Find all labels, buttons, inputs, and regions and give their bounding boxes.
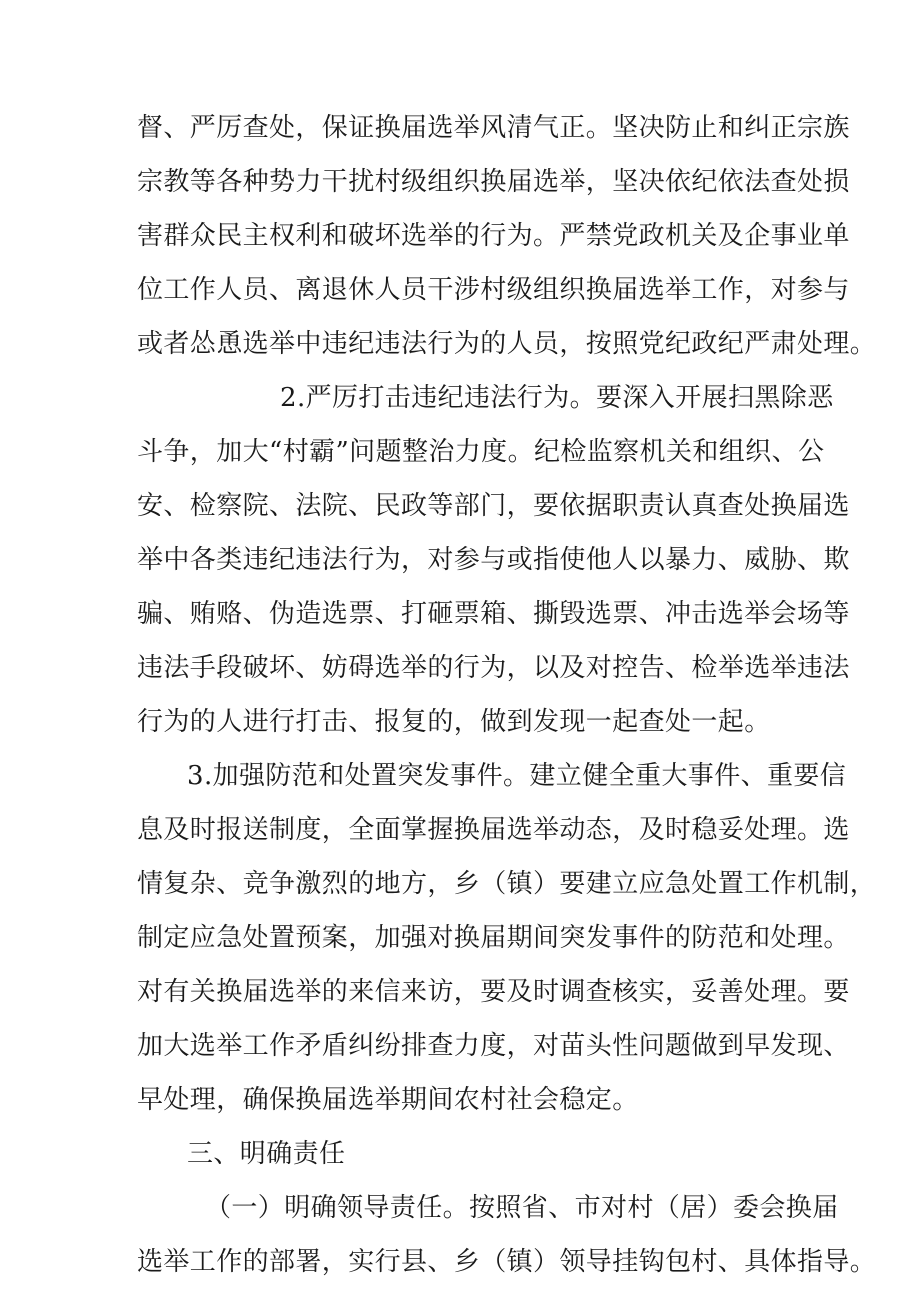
text-line: 斗争，加大“村霸”问题整治力度。纪检监察机关和组织、公 xyxy=(137,437,825,467)
subsection-start: （一）明确领导责任。按照省、市对村（居）委会换届 xyxy=(205,1193,839,1223)
text-line: 宗教等各种势力干扰村级组织换届选举，坚决依纪依法查处损 xyxy=(137,167,850,197)
paragraph-start-item-2: 2.严厉打击违纪违法行为。要深入开展扫黑除恶 xyxy=(280,383,834,413)
text-line: 安、检察院、法院、民政等部门，要依据职责认真查处换届选 xyxy=(137,491,850,521)
paragraph-start-item-3: 3.加强防范和处置突发事件。建立健全重大事件、重要信 xyxy=(187,761,847,791)
text-line: 对有关换届选举的来信来访，要及时调查核实，妥善处理。要 xyxy=(137,977,850,1007)
text-line: 违法手段破坏、妨碍选举的行为，以及对控告、检举选举违法 xyxy=(137,653,850,683)
text-line: 或者怂恿选举中违纪违法行为的人员，按照党纪政纪严肃处理。 xyxy=(137,329,877,359)
text-line: 选举工作的部署，实行县、乡（镇）领导挂钩包村、具体指导。 xyxy=(137,1247,877,1277)
text-line: 位工作人员、离退休人员干涉村级组织换届选举工作，对参与 xyxy=(137,275,850,305)
text-line: 督、严厉查处，保证换届选举风清气正。坚决防止和纠正宗族 xyxy=(137,113,850,143)
text-line: 情复杂、竞争激烈的地方，乡（镇）要建立应急处置工作机制， xyxy=(137,869,877,899)
section-heading: 三、明确责任 xyxy=(187,1139,346,1169)
text-line: 害群众民主权利和破坏选举的行为。严禁党政机关及企事业单 xyxy=(137,221,850,251)
text-line: 加大选举工作矛盾纠纷排查力度，对苗头性问题做到早发现、 xyxy=(137,1031,850,1061)
text-line: 举中各类违纪违法行为，对参与或指使他人以暴力、威胁、欺 xyxy=(137,545,850,575)
text-line: 行为的人进行打击、报复的，做到发现一起查处一起。 xyxy=(137,707,771,737)
text-line: 骗、贿赂、伪造选票、打砸票箱、撕毁选票、冲击选举会场等 xyxy=(137,599,850,629)
text-line: 制定应急处置预案，加强对换届期间突发事件的防范和处理。 xyxy=(137,923,850,953)
text-line: 息及时报送制度，全面掌握换届选举动态，及时稳妥处理。选 xyxy=(137,815,850,845)
text-line: 早处理，确保换届选举期间农村社会稳定。 xyxy=(137,1085,639,1115)
